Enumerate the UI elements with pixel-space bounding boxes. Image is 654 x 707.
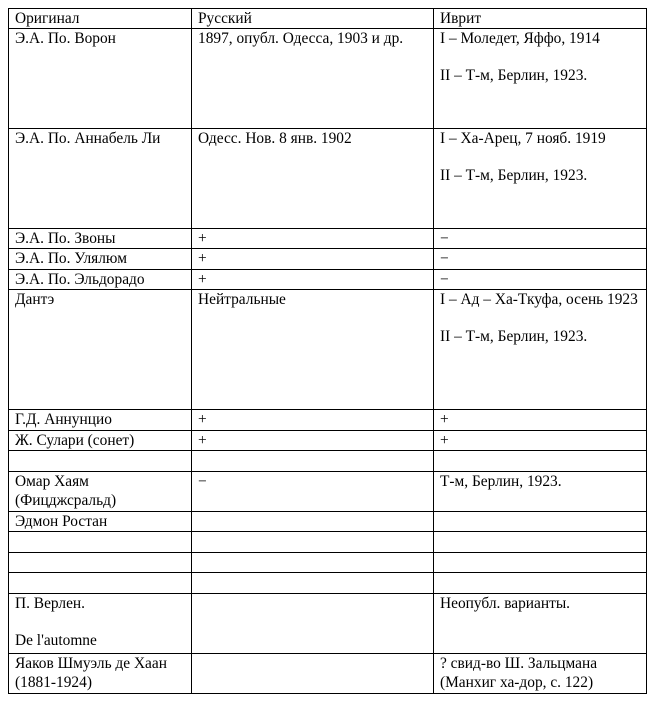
cell-original: Э.А. По. Аннабель Ли [9, 129, 192, 229]
cell-hebrew: ? свид-во Ш. Зальцмана (Манхиг ха-дор, с. 122) [434, 654, 647, 694]
table-row-empty [9, 532, 647, 553]
cell-original: Ж. Сулари (сонет) [9, 431, 192, 451]
table-row-empty [9, 553, 647, 573]
cell-hebrew [434, 553, 647, 573]
cell-hebrew: + [434, 431, 647, 451]
table-row [9, 431, 647, 451]
work-title: De l'automne [15, 632, 97, 649]
hebrew-edition-2: II – Т-м, Берлин, 1923. [440, 167, 588, 184]
hebrew-edition-1: I – Ха-Арец, 7 нояб. 1919 [440, 130, 606, 147]
cell-hebrew: − [434, 270, 647, 290]
cell-hebrew [434, 290, 647, 410]
table-row [9, 249, 647, 270]
translations-table [8, 8, 647, 694]
column-header-original: Оригинал [9, 9, 192, 29]
cell-russian [192, 553, 434, 573]
cell-russian: 1897, опубл. Одесса, 1903 и др. [192, 29, 434, 129]
cell-original: Эдмон Ростан [9, 512, 192, 532]
cell-original [9, 532, 192, 553]
cell-russian: + [192, 431, 434, 451]
cell-russian: + [192, 229, 434, 249]
cell-original [9, 573, 192, 594]
cell-russian: − [192, 472, 434, 512]
cell-original: Яаков Шмуэль де Хаан (1881-1924) [9, 654, 192, 694]
table-row [9, 512, 647, 532]
column-header-hebrew: Иврит [434, 9, 647, 29]
cell-russian: Нейтральные [192, 290, 434, 410]
hebrew-edition-1: I – Моледет, Яффо, 1914 [440, 30, 600, 47]
cell-original: Э.А. По. Ворон [9, 29, 192, 129]
cell-russian: + [192, 270, 434, 290]
table-row [9, 654, 647, 694]
cell-russian [192, 573, 434, 594]
table-row [9, 29, 647, 129]
cell-original: Дантэ [9, 290, 192, 410]
cell-hebrew [434, 129, 647, 229]
author-name: П. Верлен. [15, 595, 85, 612]
cell-russian: Одесс. Нов. 8 янв. 1902 [192, 129, 434, 229]
cell-original [9, 553, 192, 573]
cell-hebrew [434, 532, 647, 553]
table-row [9, 229, 647, 249]
table-row [9, 290, 647, 410]
table-row [9, 472, 647, 512]
hebrew-edition-1: I – Ад – Ха-Ткуфа, осень 1923 [440, 291, 638, 308]
cell-original: Э.А. По. Звоны [9, 229, 192, 249]
cell-russian [192, 532, 434, 553]
table-row-empty [9, 573, 647, 594]
table-header-row [9, 9, 647, 29]
cell-original [9, 451, 192, 472]
cell-original: Э.А. По. Улялюм [9, 249, 192, 270]
cell-hebrew [434, 512, 647, 532]
cell-original: Г.Д. Аннунцио [9, 410, 192, 431]
cell-hebrew [434, 29, 647, 129]
cell-hebrew: Неопубл. варианты. [434, 594, 647, 654]
cell-original: Омар Хаям (Фицджсральд) [9, 472, 192, 512]
hebrew-edition-2: II – Т-м, Берлин, 1923. [440, 328, 588, 345]
cell-hebrew [434, 451, 647, 472]
cell-russian [192, 654, 434, 694]
table-row [9, 410, 647, 431]
table-row [9, 129, 647, 229]
hebrew-edition-2: II – Т-м, Берлин, 1923. [440, 67, 588, 84]
cell-original [9, 594, 192, 654]
cell-hebrew: − [434, 229, 647, 249]
cell-hebrew: Т-м, Берлин, 1923. [434, 472, 647, 512]
table-row [9, 594, 647, 654]
column-header-russian: Русский [192, 9, 434, 29]
cell-hebrew [434, 573, 647, 594]
cell-russian [192, 512, 434, 532]
cell-russian: + [192, 410, 434, 431]
table-row [9, 270, 647, 290]
cell-hebrew: + [434, 410, 647, 431]
cell-russian [192, 451, 434, 472]
table-row-empty [9, 451, 647, 472]
cell-hebrew: − [434, 249, 647, 270]
cell-russian: + [192, 249, 434, 270]
cell-original: Э.А. По. Эльдорадо [9, 270, 192, 290]
cell-russian [192, 594, 434, 654]
